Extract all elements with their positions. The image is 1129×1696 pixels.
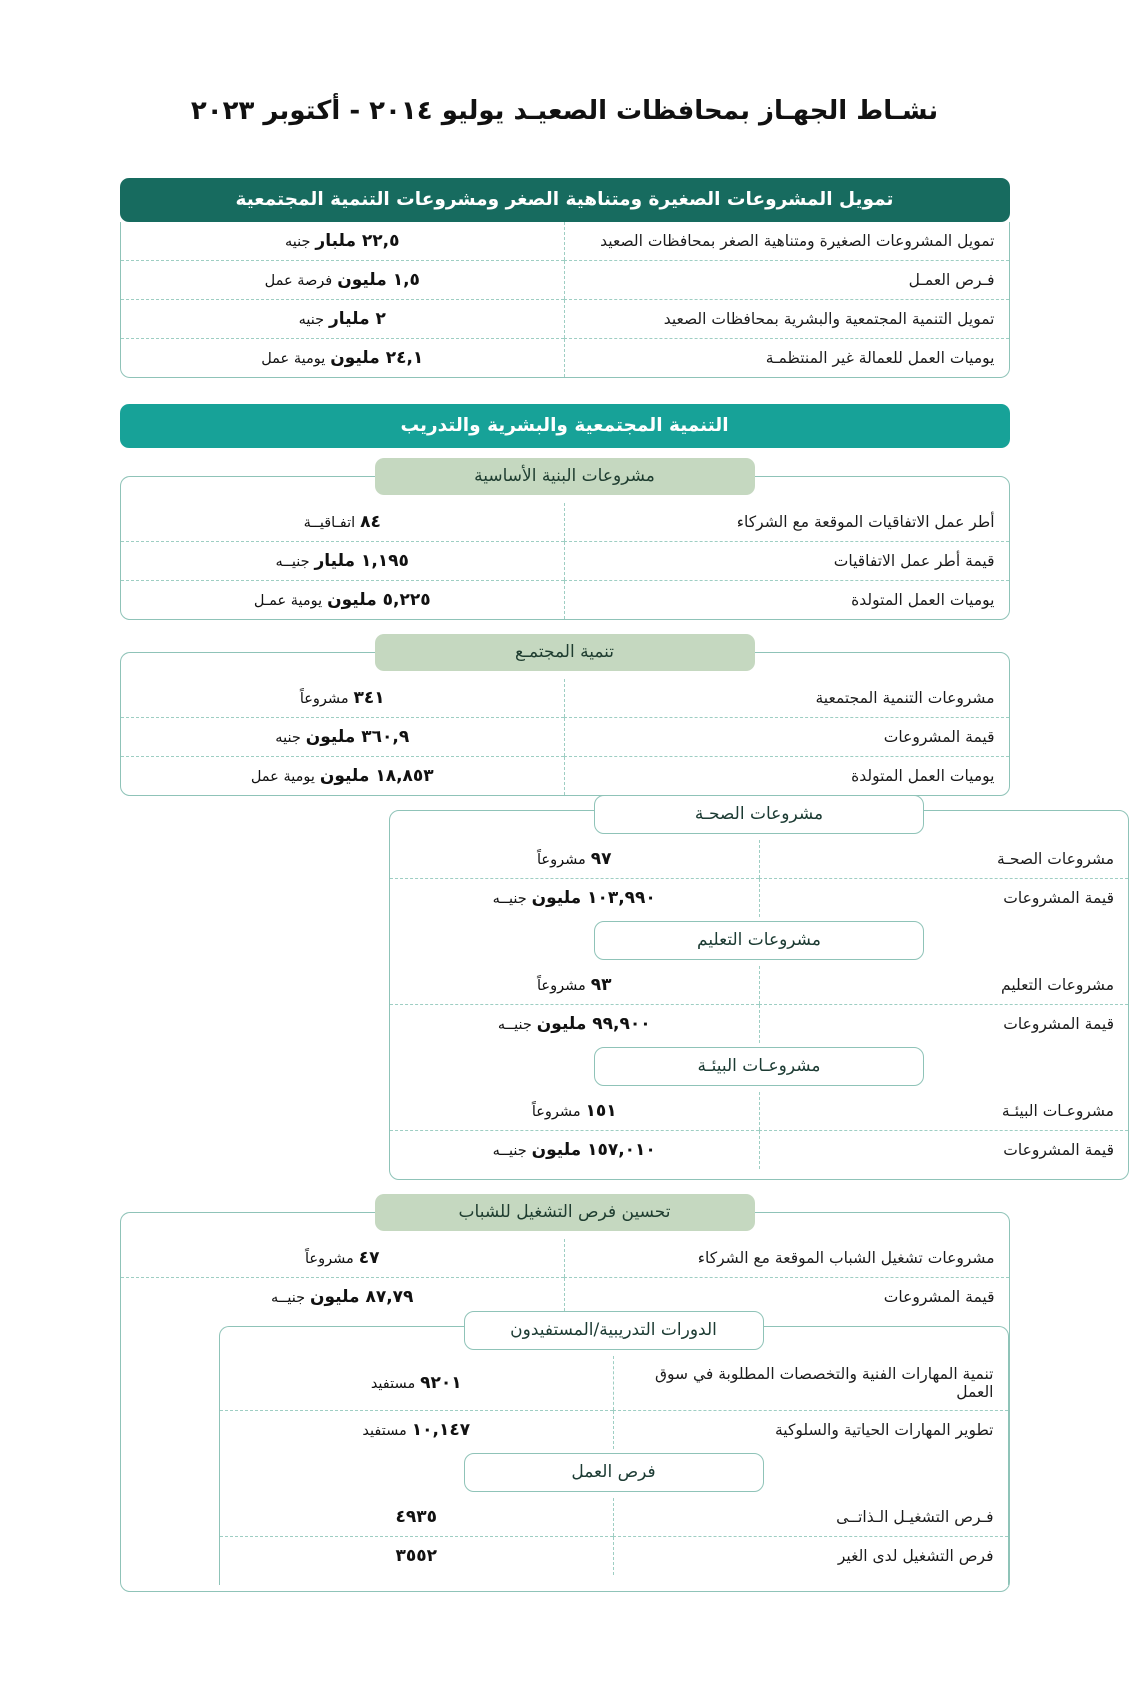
jobs-table <box>220 1498 1008 1575</box>
table-row <box>121 718 1009 757</box>
row-value <box>390 879 759 918</box>
environment-table <box>390 1092 1128 1169</box>
section-development-header: التنمية المجتمعية والبشرية والتدريب <box>120 404 1010 448</box>
row-label: مشروعات الصحـة <box>759 840 1128 879</box>
youth-pill: تحسين فرص التشغيل للشباب <box>375 1194 755 1231</box>
document-page <box>0 96 1129 1696</box>
jobs-pill-holder <box>220 1453 1008 1492</box>
row-value-number: ٢ مليار <box>329 309 386 329</box>
row-value <box>121 503 565 542</box>
row-value-number: ٨٤ <box>360 512 381 532</box>
table-row <box>121 542 1009 581</box>
row-value <box>121 757 565 796</box>
table-row <box>121 581 1009 620</box>
row-label: قيمة المشروعات <box>1003 889 1114 907</box>
training-jobs-card <box>219 1320 1009 1585</box>
row-value <box>220 1498 614 1537</box>
infrastructure-pill: مشروعات البنية الأساسية <box>375 458 755 495</box>
table-row <box>121 339 1009 378</box>
row-label: تمويل التنمية المجتمعية والبشرية بمحافظات الصعيد <box>565 300 1009 339</box>
table-row <box>121 222 1009 261</box>
row-value <box>220 1537 614 1576</box>
row-label: مشروعات التنمية المجتمعية <box>565 679 1009 718</box>
section-youth <box>120 1194 1010 1592</box>
row-value-number: ٩٣ <box>590 975 612 995</box>
row-label: قيمة المشروعات <box>1003 1015 1114 1033</box>
row-value <box>390 840 759 879</box>
education-table <box>390 966 1128 1043</box>
row-label: قيمة أطر عمل الاتفاقيات <box>565 542 1009 581</box>
row-value <box>220 1411 614 1450</box>
row-label: تمويل المشروعات الصغيرة ومتناهية الصغر بمحافظات الصعيد <box>565 222 1009 261</box>
page-title: نشـاط الجهـاز بمحافظات الصعيـد يوليو ٢٠١٤ - أكتوبر ٢٠٢٣ <box>190 96 939 126</box>
infrastructure-table <box>120 476 1010 620</box>
row-value-unit: مشروعاً <box>537 978 586 994</box>
row-label: مشروعات تشغيل الشباب الموقعة مع الشركاء <box>565 1239 1009 1278</box>
row-value-number: ٩٧ <box>590 849 612 869</box>
row-value-number: ١٠,١٤٧ <box>411 1420 471 1440</box>
row-value-number: ١٨,٨٥٣ مليون <box>319 766 434 786</box>
row-value <box>390 1131 759 1170</box>
row-value-unit: مشروعاً <box>537 852 586 868</box>
table-row <box>121 261 1009 300</box>
row-value <box>390 966 759 1005</box>
section-finance <box>120 178 1010 378</box>
table-row <box>390 966 1128 1005</box>
row-label: أطر عمل الاتفاقيات الموقعة مع الشركاء <box>565 503 1009 542</box>
jobs-pill: فرص العمل <box>464 1453 764 1492</box>
row-value <box>121 300 565 339</box>
youth-card <box>120 1212 1010 1592</box>
sectors-card <box>389 804 1129 1180</box>
row-value-number: ١,١٩٥ مليار <box>314 551 409 571</box>
table-row <box>390 879 1128 918</box>
subsection-sectors <box>389 804 1129 1180</box>
row-value-unit: فرصة عمل <box>264 273 333 289</box>
row-value <box>121 261 565 300</box>
row-value-unit: جنيه <box>284 234 311 250</box>
row-value-number: ٥,٢٢٥ مليون <box>327 590 431 610</box>
row-value-unit: يومية عمل <box>261 351 326 367</box>
row-label: فـرص التشغيـل الـذاتــى <box>614 1498 1008 1537</box>
health-pill-holder <box>390 795 1128 834</box>
table-row <box>390 1131 1128 1170</box>
row-value <box>220 1356 614 1411</box>
health-pill: مشروعات الصحـة <box>594 795 924 834</box>
row-value-unit: جنيه <box>275 730 301 746</box>
row-value-number: ٩٩,٩٠٠ مليون <box>536 1014 651 1034</box>
youth-table <box>121 1239 1009 1316</box>
row-value <box>121 542 565 581</box>
row-label: مشروعات التعليم <box>759 966 1128 1005</box>
row-label: قيمة المشروعات <box>883 1288 995 1306</box>
education-pill-holder <box>390 921 1128 960</box>
row-value <box>390 1092 759 1131</box>
row-value-unit: جنيــه <box>492 1143 527 1159</box>
community-pill: تنمية المجتمـع <box>375 634 755 671</box>
row-value <box>121 1239 565 1278</box>
row-label: تنمية المهارات الفنية والتخصصات المطلوبة في سوق العمل <box>614 1356 1008 1411</box>
row-value-unit: جنيــه <box>271 1290 306 1306</box>
table-row <box>390 1092 1128 1131</box>
row-value <box>121 581 565 620</box>
row-value-number: ٢٤,١ مليون <box>330 348 424 368</box>
row-value-unit: مستفيد <box>370 1376 416 1392</box>
community-table <box>120 652 1010 796</box>
table-row <box>121 757 1009 796</box>
row-value <box>121 718 565 757</box>
row-value-number: ٣٦٠,٩ مليون <box>305 727 410 747</box>
row-value-unit: جنيه <box>298 312 325 328</box>
training-pill-holder <box>220 1311 1008 1350</box>
table-row <box>390 1005 1128 1044</box>
table-row <box>121 300 1009 339</box>
row-value-unit: مشروعاً <box>531 1104 581 1120</box>
row-value-unit: يومية عمـل <box>253 593 323 609</box>
row-label: مشروعـات البيئـة <box>759 1092 1128 1131</box>
row-label: قيمة المشروعات <box>565 718 1009 757</box>
row-value <box>121 222 565 261</box>
row-label: يوميات العمل المتولدة <box>851 767 995 785</box>
row-value <box>390 1005 759 1044</box>
education-pill: مشروعات التعليم <box>594 921 924 960</box>
subsection-community <box>120 634 1010 796</box>
row-label: يوميات العمل للعمالة غير المنتظمـة <box>765 349 995 367</box>
community-pill-holder <box>120 634 1010 671</box>
section-development-header-bar <box>120 404 1010 448</box>
infrastructure-pill-holder <box>120 458 1010 495</box>
table-row <box>220 1498 1008 1537</box>
row-value <box>121 679 565 718</box>
row-value-number: ٤٩٣٥ <box>395 1507 437 1527</box>
training-table <box>220 1356 1008 1449</box>
row-value-number: ٩٢٠١ <box>420 1373 462 1393</box>
row-value-number: ١,٥ مليون <box>337 270 420 290</box>
row-value-number: ١٥١ <box>585 1101 617 1121</box>
training-jobs-wrapper <box>219 1320 1009 1585</box>
row-value-unit: جنيــه <box>275 554 310 570</box>
row-value-number: ٤٧ <box>358 1248 380 1268</box>
row-value-number: ٨٧,٧٩ مليون <box>309 1287 414 1307</box>
environment-pill: مشروعـات البيئـة <box>594 1047 924 1086</box>
row-label: يوميات العمل المتولدة <box>851 591 995 609</box>
row-value-unit: اتفـاقيــة <box>303 515 356 531</box>
row-value-unit: مشروعاً <box>305 1251 354 1267</box>
table-row <box>121 1239 1009 1278</box>
row-value-number: ١٠٣,٩٩٠ مليون <box>531 888 656 908</box>
table-row <box>121 679 1009 718</box>
row-value-unit: مشروعاً <box>299 691 349 707</box>
row-label: فـرص العمـل <box>565 261 1009 300</box>
row-value-unit: يومية عمل <box>250 769 315 785</box>
row-value <box>121 339 565 378</box>
row-value-unit: مستفيد <box>362 1423 407 1439</box>
row-value-number: ٣٤١ <box>353 688 385 708</box>
environment-pill-holder <box>390 1047 1128 1086</box>
row-value-number: ٢٢,٥ ملبار <box>315 231 400 251</box>
youth-pill-holder <box>120 1194 1010 1231</box>
row-value-unit: جنيــه <box>492 891 527 907</box>
table-row <box>390 840 1128 879</box>
table-row <box>220 1537 1008 1576</box>
table-row <box>220 1356 1008 1411</box>
row-label: تطوير المهارات الحياتية والسلوكية <box>774 1421 994 1439</box>
section-finance-table <box>120 222 1010 378</box>
row-value-number: ٣٥٥٢ <box>395 1546 437 1566</box>
row-label: فرص التشغيل لدى الغير <box>837 1547 994 1565</box>
table-row <box>220 1411 1008 1450</box>
row-label: قيمة المشروعات <box>1003 1141 1114 1159</box>
training-pill: الدورات التدريبية/المستفيدون <box>464 1311 764 1350</box>
section-finance-header: تمويل المشروعات الصغيرة ومتناهية الصغر ومشروعات التنمية المجتمعية <box>120 178 1010 222</box>
row-value-unit: جنيــه <box>497 1017 532 1033</box>
row-value-number: ١٥٧,٠١٠ مليون <box>531 1140 656 1160</box>
subsection-infrastructure <box>120 458 1010 620</box>
table-row <box>121 503 1009 542</box>
health-table <box>390 840 1128 917</box>
